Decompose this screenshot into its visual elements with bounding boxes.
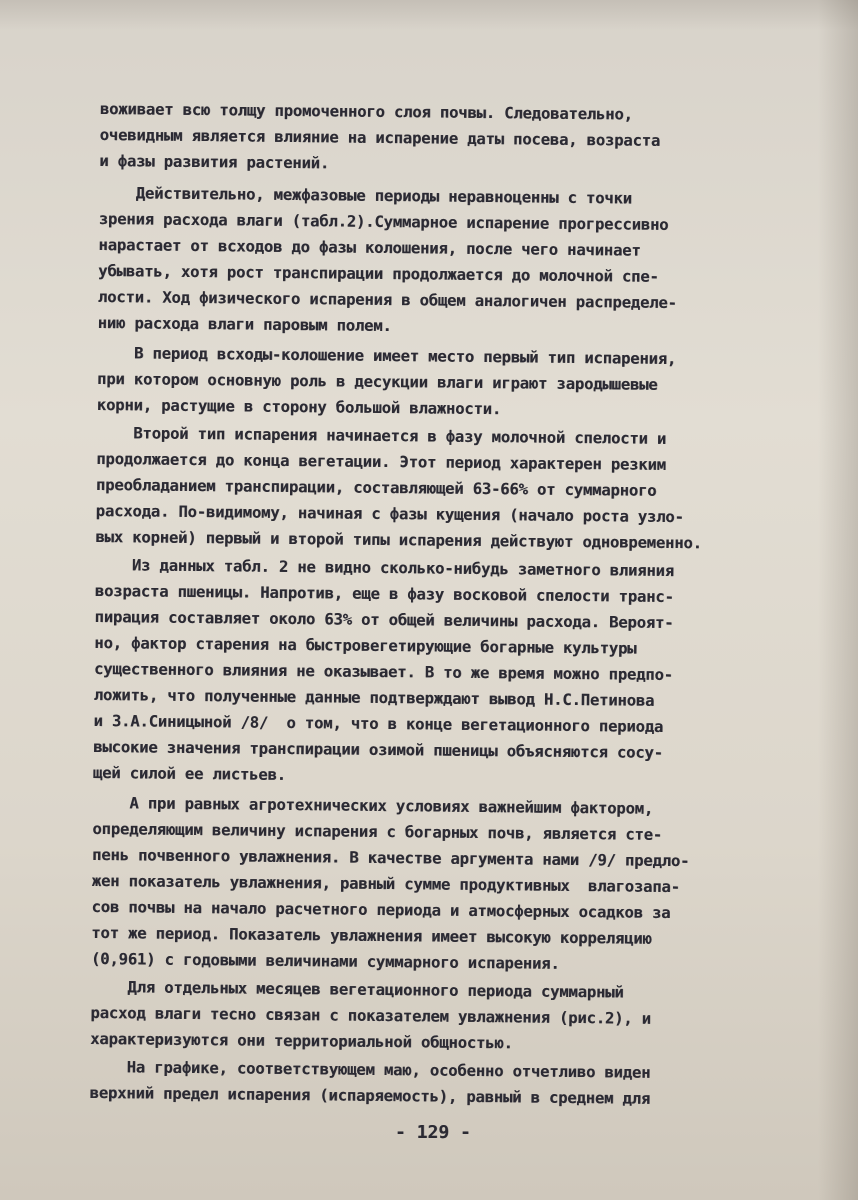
text-line: жен показатель увлажнения, равный сумме продуктивных влагозапа-: [91, 871, 680, 897]
text-line: Для отдельных месяцев вегетационного периода суммарный: [90, 977, 624, 1002]
text-line: и фазы развития растений.: [99, 151, 330, 173]
text-line: продолжается до конца вегетации. Этот период характерен резким: [96, 449, 666, 474]
text-line: Из данных табл. 2 не видно сколько-нибудь заметного влияния: [95, 555, 675, 581]
text-line: щей силой ее листьев.: [92, 763, 286, 784]
page-top-shadow: [0, 0, 858, 30]
page-number: - 129 -: [395, 1122, 471, 1143]
text-line: пень почвенного увлажнения. В качестве аргумента нами /9/ предло-: [91, 845, 690, 871]
text-line: вых корней) первый и второй типы испарения действуют одновременно.: [95, 527, 702, 553]
text-line: лости. Ход физического испарения в общем аналогичен распределе-: [97, 287, 677, 313]
text-line: Действительно, межфазовые периоды неравноценны с точки: [98, 183, 633, 208]
text-line: очевидным является влияние на испарение даты посева, возраста: [99, 125, 661, 150]
text-line: ложить, что полученные данные подтверждают вывод Н.С.Петинова: [93, 685, 655, 710]
page-edge-shadow: [818, 0, 858, 1200]
text-line: расход влаги тесно связан с показателем увлажнения (рис.2), и: [90, 1003, 651, 1028]
text-line: и З.А.Синицыной /8/ о том, что в конце вегетационного периода: [93, 711, 664, 736]
text-line: при котором основную роль в десукции влаги играют зародышевые: [96, 369, 658, 394]
text-line: пирация составляет около 63% от общей величины расхода. Вероят-: [94, 607, 674, 633]
text-line: нарастает от всходов до фазы колошения, после чего начинает: [98, 235, 641, 260]
text-line: верхний предел испарения (испаряемость), равный в среднем для: [89, 1083, 651, 1108]
text-line: тот же период. Показатель увлажнения имеет высокую корреляцию: [91, 923, 652, 948]
text-line: возраста пшеницы. Напротив, еще в фазу восковой спелости транс-: [94, 581, 674, 607]
text-line: определяющим величину испарения с богарных почв, является сте-: [92, 819, 663, 844]
text-line: Второй тип испарения начинается в фазу молочной спелости и: [96, 423, 667, 448]
text-line: существенного влияния не оказывает. В то же время можно предпо-: [93, 659, 673, 685]
text-line: зрения расхода влаги (табл.2).Суммарное испарение прогрессивно: [98, 209, 669, 234]
text-line: сов почвы на начало расчетного периода и атмосферных осадков за: [91, 897, 671, 923]
text-line: высокие значения транспирации озимой пшеницы объясняются сосу-: [93, 737, 663, 762]
text-line: корни, растущие в сторону большой влажности.: [96, 395, 502, 419]
text-line: характеризуются они территориальной общностью.: [90, 1029, 513, 1053]
text-line: расхода. По-видимому, начиная с фазы кущения (начало роста узло-: [95, 501, 684, 527]
text-line: На графике, соответствующем маю, особенно отчетливо виден: [89, 1057, 651, 1082]
text-line: нию расхода влаги паровым полем.: [97, 313, 392, 336]
typed-text-block: [89, 100, 780, 1108]
text-line: А при равных агротехнических условиях важнейшим фактором,: [92, 793, 654, 818]
text-line: убывать, хотя рост транспирации продолжается до молочной спе-: [98, 261, 659, 286]
text-line: но, фактор старения на быстровегетирующие богарные культуры: [94, 633, 637, 658]
text-line: воживает всю толщу промоченного слоя почвы. Следовательно,: [99, 100, 633, 124]
text-line: преобладанием транспирации, составляющей 63-66% от суммарного: [95, 475, 657, 500]
text-line: В период всходы-колошение имеет место первый тип испарения,: [97, 343, 677, 369]
text-line: (0,961) с годовыми величинами суммарного испарения.: [90, 949, 560, 973]
